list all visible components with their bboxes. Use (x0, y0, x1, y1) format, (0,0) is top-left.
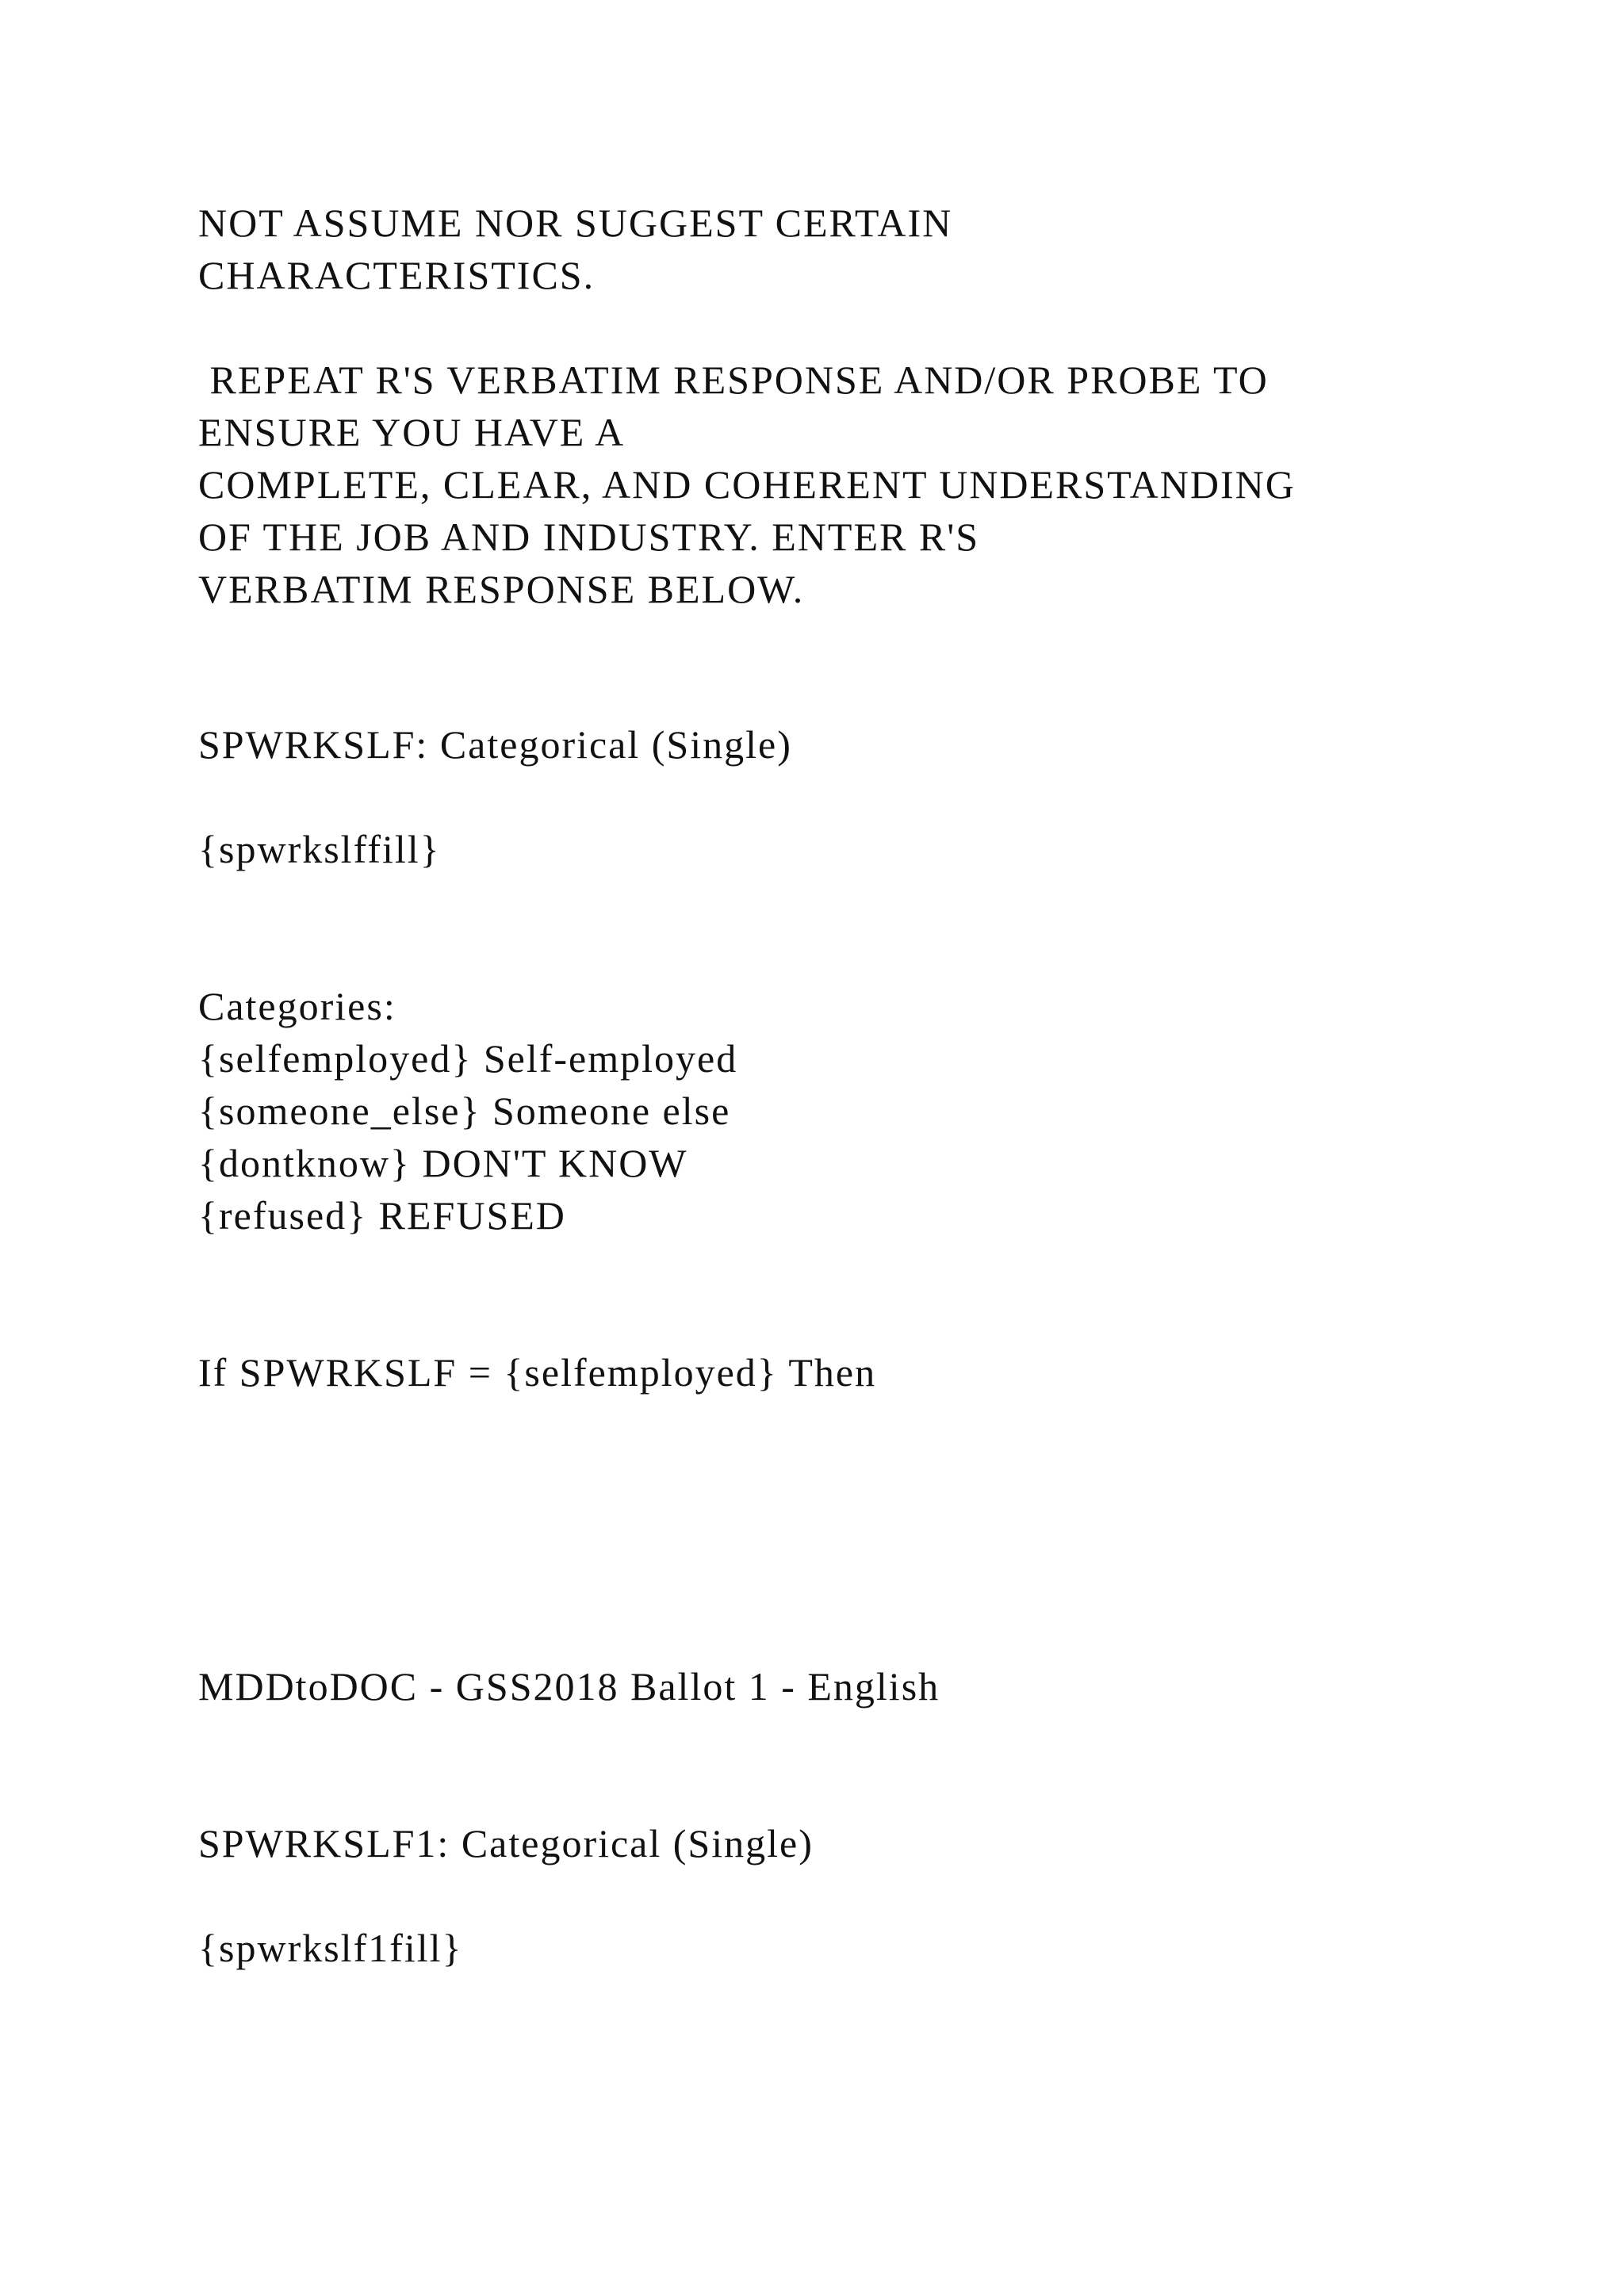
question-fill-spwrkslf1: {spwrkslf1fill} (198, 1926, 463, 1970)
instruction-line-3: REPEAT R'S VERBATIM RESPONSE AND/OR PROBE TO (198, 358, 1269, 402)
category-item-selfemployed: {selfemployed} Self-employed (198, 1036, 738, 1081)
categories-label: Categories: (198, 984, 396, 1028)
question-header-spwrkslf: SPWRKSLF: Categorical (Single) (198, 722, 792, 767)
category-item-dontknow: {dontknow} DON'T KNOW (198, 1141, 688, 1185)
instruction-line-6: OF THE JOB AND INDUSTRY. ENTER R'S (198, 515, 980, 559)
category-item-someone-else: {someone_else} Someone else (198, 1089, 731, 1133)
instruction-line-2: CHARACTERISTICS. (198, 253, 596, 297)
question-fill-spwrkslf: {spwrkslffill} (198, 827, 441, 871)
condition-statement: If SPWRKSLF = {selfemployed} Then (198, 1350, 877, 1395)
instruction-line-4: ENSURE YOU HAVE A (198, 410, 626, 454)
document-footer-title: MDDtoDOC - GSS2018 Ballot 1 - English (198, 1664, 940, 1709)
instruction-line-1: NOT ASSUME NOR SUGGEST CERTAIN (198, 201, 953, 245)
instruction-line-7: VERBATIM RESPONSE BELOW. (198, 567, 805, 611)
category-item-refused: {refused} REFUSED (198, 1193, 566, 1238)
instruction-line-5: COMPLETE, CLEAR, AND COHERENT UNDERSTANDING (198, 462, 1296, 507)
question-header-spwrkslf1: SPWRKSLF1: Categorical (Single) (198, 1821, 814, 1866)
